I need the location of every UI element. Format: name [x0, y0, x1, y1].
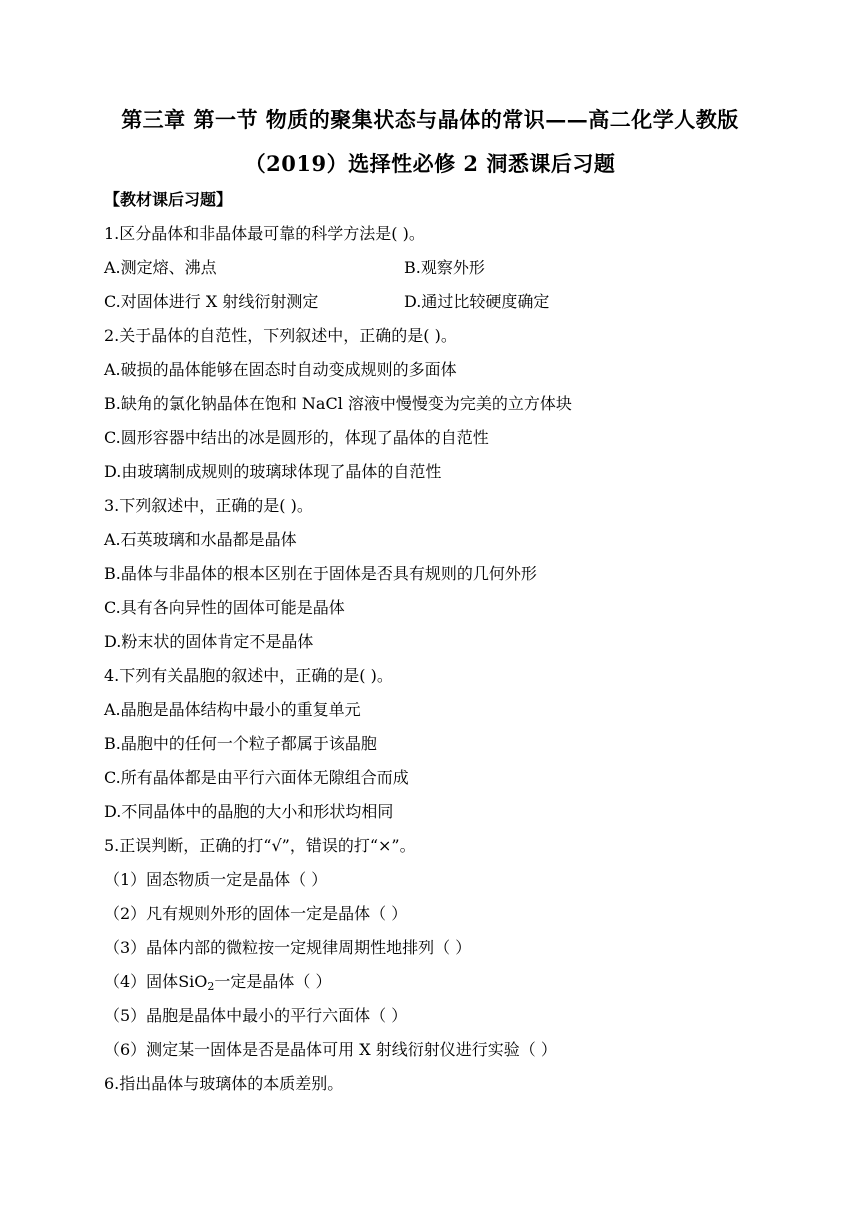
- q5-item-6: （6）测定某一固体是否是晶体可用 X 射线衍射仪进行实验（ ）: [104, 1040, 557, 1059]
- q3-option-a: A.石英玻璃和水晶都是晶体: [104, 530, 297, 549]
- q5-item-4-prefix: （4）固体: [104, 972, 179, 991]
- q3-option-d: D.粉末状的固体肯定不是晶体: [104, 632, 314, 651]
- section-heading: 【教材课后习题】: [104, 190, 233, 209]
- q2-stem: 2.关于晶体的自范性，下列叙述中，正确的是( )。: [104, 326, 457, 345]
- doc-title-line2: （2019）选择性必修 2 洞悉课后习题: [244, 151, 616, 176]
- q5-item-3: （3）晶体内部的微粒按一定规律周期性地排列（ ）: [104, 938, 472, 957]
- sio2-subscript: 2: [207, 980, 215, 993]
- q4-option-d: D.不同晶体中的晶胞的大小和形状均相同: [104, 802, 394, 821]
- q5-item-4: [104, 972, 331, 997]
- q5-item-1: （1）固态物质一定是晶体（ ）: [104, 870, 328, 889]
- q4-option-b: B.晶胞中的任何一个粒子都属于该晶胞: [104, 734, 377, 753]
- q2-option-b: B.缺角的氯化钠晶体在饱和 NaCl 溶液中慢慢变为完美的立方体块: [104, 394, 572, 413]
- doc-title-line1: 第三章 第一节 物质的聚集状态与晶体的常识——高二化学人教版: [121, 107, 739, 132]
- q5-item-5: （5）晶胞是晶体中最小的平行六面体（ ）: [104, 1006, 408, 1025]
- q4-stem: 4.下列有关晶胞的叙述中，正确的是( )。: [104, 666, 393, 685]
- q5-item-2: （2）凡有规则外形的固体一定是晶体（ ）: [104, 904, 408, 923]
- q3-option-c: C.具有各向异性的固体可能是晶体: [104, 598, 345, 617]
- q3-option-b: B.晶体与非晶体的根本区别在于固体是否具有规则的几何外形: [104, 564, 537, 583]
- q5-item-4-suffix: 一定是晶体（ ）: [214, 972, 332, 991]
- sio2-formula: SiO: [178, 972, 208, 991]
- q1-option-a: A.测定熔、沸点: [104, 258, 217, 277]
- q1-option-c: C.对固体进行 X 射线衍射测定: [104, 292, 319, 311]
- q5-stem: 5.正误判断，正确的打“√”，错误的打“×”。: [104, 836, 416, 855]
- q3-stem: 3.下列叙述中，正确的是( )。: [104, 496, 313, 515]
- q2-option-a: A.破损的晶体能够在固态时自动变成规则的多面体: [104, 360, 457, 379]
- q2-option-d: D.由玻璃制成规则的玻璃球体现了晶体的自范性: [104, 462, 442, 481]
- q1-stem: 1.区分晶体和非晶体最可靠的科学方法是( )。: [104, 224, 425, 243]
- q6-stem: 6.指出晶体与玻璃体的本质差别。: [104, 1074, 344, 1093]
- q1-option-b: B.观察外形: [404, 258, 485, 277]
- q4-option-a: A.晶胞是晶体结构中最小的重复单元: [104, 700, 361, 719]
- q2-option-c: C.圆形容器中结出的冰是圆形的，体现了晶体的自范性: [104, 428, 489, 447]
- q4-option-c: C.所有晶体都是由平行六面体无隙组合而成: [104, 768, 409, 787]
- q1-option-d: D.通过比较硬度确定: [404, 292, 550, 311]
